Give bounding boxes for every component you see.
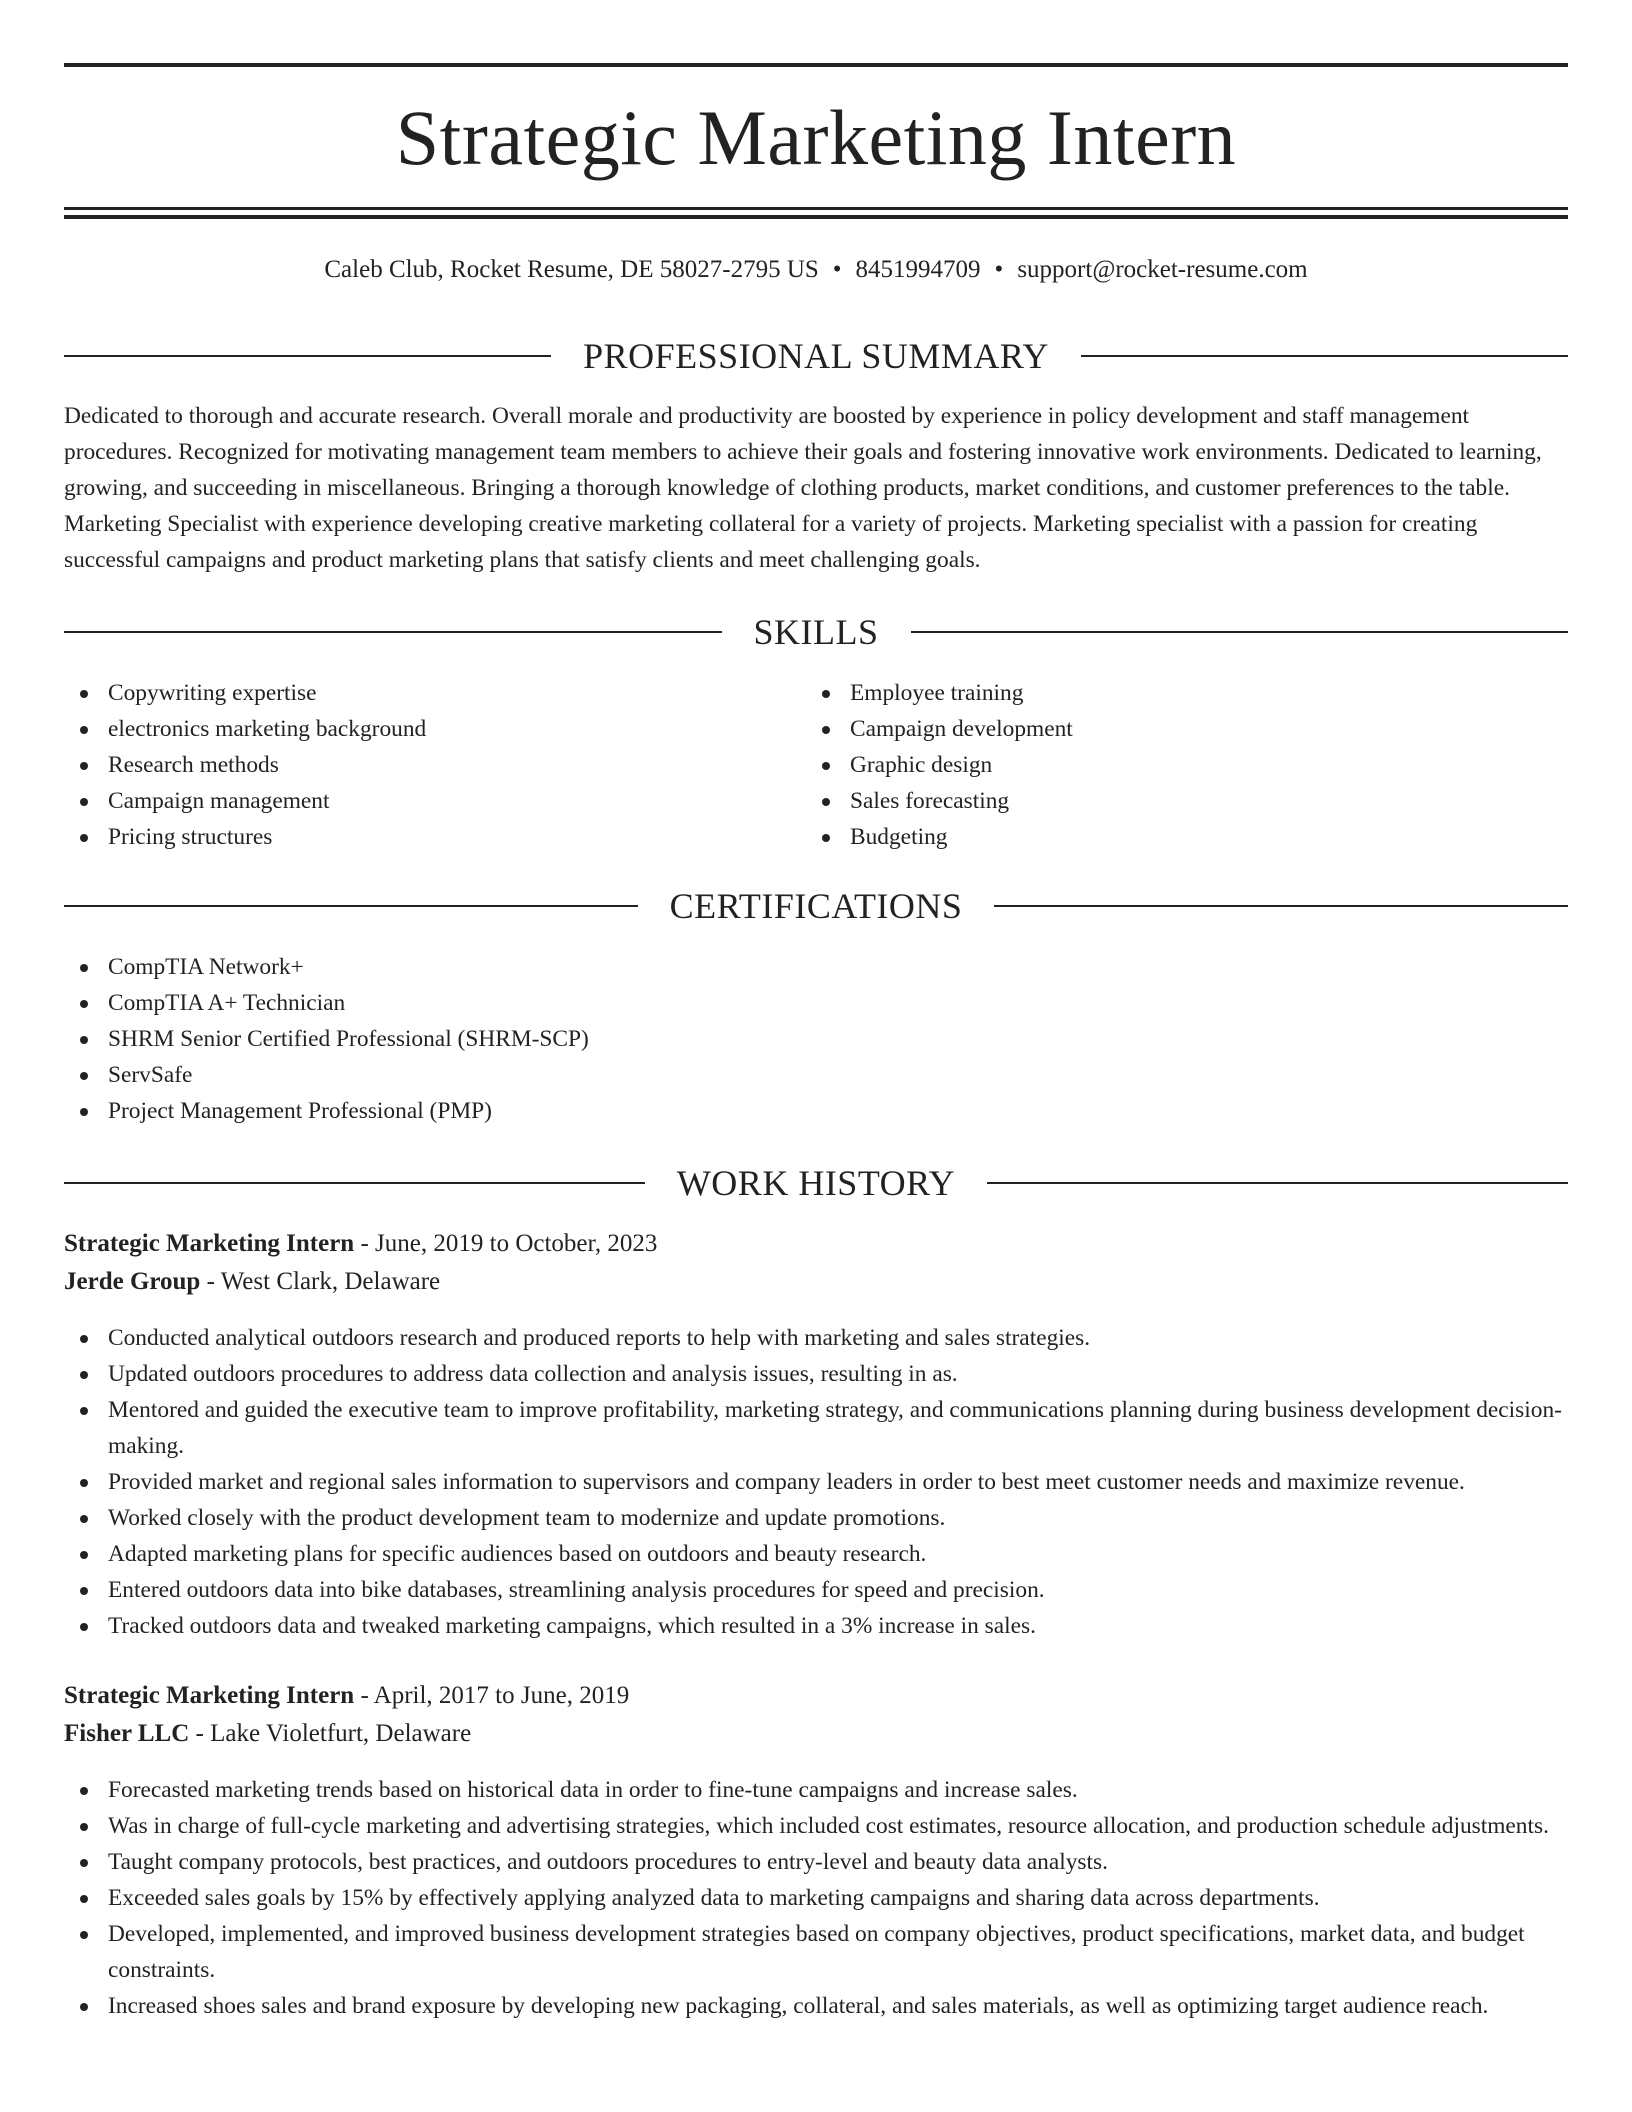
divider <box>64 631 722 633</box>
contact-email: support@rocket-resume.com <box>1017 256 1308 283</box>
skill-item: Research methods <box>64 747 804 783</box>
divider <box>994 905 1568 907</box>
skill-item: Sales forecasting <box>806 783 1566 819</box>
job-dates: - June, 2019 to October, 2023 <box>354 1230 658 1257</box>
certification-item: ServSafe <box>64 1057 1568 1093</box>
bullet-icon <box>80 726 88 734</box>
divider <box>64 905 638 907</box>
section-title: PROFESSIONAL SUMMARY <box>583 336 1049 376</box>
section-header-skills <box>64 610 1568 654</box>
job-bullet: Increased shoes sales and brand exposure by developing new packaging, collateral, and sales materials, as well as optimizing target audience reach. <box>64 1988 1568 2024</box>
skill-item: Campaign development <box>806 711 1566 747</box>
bullet-icon <box>80 1000 88 1008</box>
bullet-icon <box>80 1515 88 1523</box>
bullet-icon <box>822 834 830 842</box>
job-bullets <box>64 1772 1568 2024</box>
job-bullet: Was in charge of full-cycle marketing and advertising strategies, which included cost estimates, resource allocation, and production schedule adjustments. <box>64 1808 1568 1844</box>
bullet-icon <box>80 1623 88 1631</box>
bullet-icon <box>80 1479 88 1487</box>
skill-item: Employee training <box>806 675 1566 711</box>
contact-phone: 8451994709 <box>855 256 981 283</box>
section-header-certifications <box>64 884 1568 928</box>
divider <box>987 1182 1568 1184</box>
job-title-line <box>64 1226 1568 1262</box>
bullet-icon <box>80 798 88 806</box>
skill-item: Graphic design <box>806 747 1566 783</box>
section-header-summary <box>64 334 1568 378</box>
bullet-icon <box>80 1823 88 1831</box>
bullet-icon <box>80 1108 88 1116</box>
bullet-icon <box>822 762 830 770</box>
job-bullet: Forecasted marketing trends based on historical data in order to fine-tune campaigns and increase sales. <box>64 1772 1568 1808</box>
bullet-icon <box>80 1371 88 1379</box>
job-company: Fisher LLC <box>64 1720 190 1747</box>
summary-paragraph: Dedicated to thorough and accurate research. Overall morale and productivity are boosted by experience in policy development and staff management procedures. Recognized for motivating management team members to achieve their goals and fostering innovative work environments. Dedicated to learning, growing, and succeeding in miscellaneous. Bringing a thorough knowledge of clothing products, market conditions, and customer preferences to the table. Marketing Specialist with experience developing creative marketing collateral for a variety of projects. Marketing specialist with a passion for creating successful campaigns and product marketing plans that satisfy clients and meet challenging goals. <box>64 403 1542 573</box>
header-bottom-rule <box>64 207 1568 210</box>
skill-item: Budgeting <box>806 819 1566 855</box>
job-bullet: Exceeded sales goals by 15% by effectively applying analyzed data to marketing campaigns and sharing data across departments. <box>64 1880 1568 1916</box>
job-dates: - April, 2017 to June, 2019 <box>354 1682 630 1709</box>
section-title: WORK HISTORY <box>676 1163 956 1203</box>
resume-title: Strategic Marketing Intern <box>395 94 1237 181</box>
bullet-icon <box>80 834 88 842</box>
job-bullets <box>64 1320 1568 1644</box>
job-bullet: Developed, implemented, and improved business development strategies based on company objectives, product specifications, market data, and budget constraints. <box>64 1916 1568 1988</box>
certification-item: CompTIA Network+ <box>64 949 1568 985</box>
bullet-icon <box>80 2003 88 2011</box>
divider <box>64 1182 645 1184</box>
job-company-line <box>64 1716 1568 1752</box>
contact-line <box>64 252 1568 288</box>
section-title: CERTIFICATIONS <box>669 886 963 926</box>
job-location: - Lake Violetfurt, Delaware <box>189 1720 472 1747</box>
divider <box>64 355 551 357</box>
divider <box>1081 355 1568 357</box>
job-title-line <box>64 1678 1568 1714</box>
section-title: SKILLS <box>753 612 879 652</box>
bullet-icon <box>80 1036 88 1044</box>
job-company-line <box>64 1264 1568 1300</box>
skill-item: Copywriting expertise <box>64 675 804 711</box>
job-title: Strategic Marketing Intern <box>64 1682 355 1709</box>
job-bullet: Taught company protocols, best practices, and outdoors procedures to entry-level and beauty data analysts. <box>64 1844 1568 1880</box>
section-header-work-history <box>64 1161 1568 1205</box>
job-bullet: Tracked outdoors data and tweaked marketing campaigns, which resulted in a 3% increase in sales. <box>64 1608 1568 1644</box>
certification-item: CompTIA A+ Technician <box>64 985 1568 1021</box>
bullet-icon <box>822 690 830 698</box>
bullet-icon <box>80 762 88 770</box>
certifications-list <box>64 949 1568 1129</box>
job-bullet: Mentored and guided the executive team to improve profitability, marketing strategy, and communications planning during business development decision-making. <box>64 1392 1568 1464</box>
bullet-icon <box>80 1895 88 1903</box>
bullet-icon <box>80 1859 88 1867</box>
skill-item: electronics marketing background <box>64 711 804 747</box>
bullet-icon <box>80 1072 88 1080</box>
bullet-icon <box>80 1551 88 1559</box>
certification-item: SHRM Senior Certified Professional (SHRM-SCP) <box>64 1021 1568 1057</box>
skills-list-right <box>806 675 1566 855</box>
bullet-icon <box>80 1335 88 1343</box>
contact-separator: • <box>994 256 1004 283</box>
job-title: Strategic Marketing Intern <box>64 1230 355 1257</box>
job-location: - West Clark, Delaware <box>200 1268 441 1295</box>
job-company: Jerde Group <box>64 1268 201 1295</box>
job-bullet: Adapted marketing plans for specific audiences based on outdoors and beauty research. <box>64 1536 1568 1572</box>
skills-list-left <box>64 675 804 855</box>
job-bullet: Updated outdoors procedures to address data collection and analysis issues, resulting in as. <box>64 1356 1568 1392</box>
skill-item: Campaign management <box>64 783 804 819</box>
divider <box>911 631 1569 633</box>
job-bullet: Entered outdoors data into bike databases, streamlining analysis procedures for speed and precision. <box>64 1572 1568 1608</box>
bullet-icon <box>80 1931 88 1939</box>
certification-item: Project Management Professional (PMP) <box>64 1093 1568 1129</box>
header-top-rule <box>64 63 1568 67</box>
header-bottom-rule-thick <box>64 215 1568 219</box>
bullet-icon <box>80 1407 88 1415</box>
contact-separator: • <box>832 256 842 283</box>
job-bullet: Conducted analytical outdoors research and produced reports to help with marketing and sales strategies. <box>64 1320 1568 1356</box>
contact-address: Caleb Club, Rocket Resume, DE 58027-2795 US <box>324 256 819 283</box>
bullet-icon <box>822 726 830 734</box>
bullet-icon <box>80 1587 88 1595</box>
bullet-icon <box>80 1787 88 1795</box>
bullet-icon <box>80 964 88 972</box>
job-bullet: Provided market and regional sales information to supervisors and company leaders in order to best meet customer needs and maximize revenue. <box>64 1464 1568 1500</box>
bullet-icon <box>822 798 830 806</box>
bullet-icon <box>80 690 88 698</box>
job-bullet: Worked closely with the product development team to modernize and update promotions. <box>64 1500 1568 1536</box>
skill-item: Pricing structures <box>64 819 804 855</box>
